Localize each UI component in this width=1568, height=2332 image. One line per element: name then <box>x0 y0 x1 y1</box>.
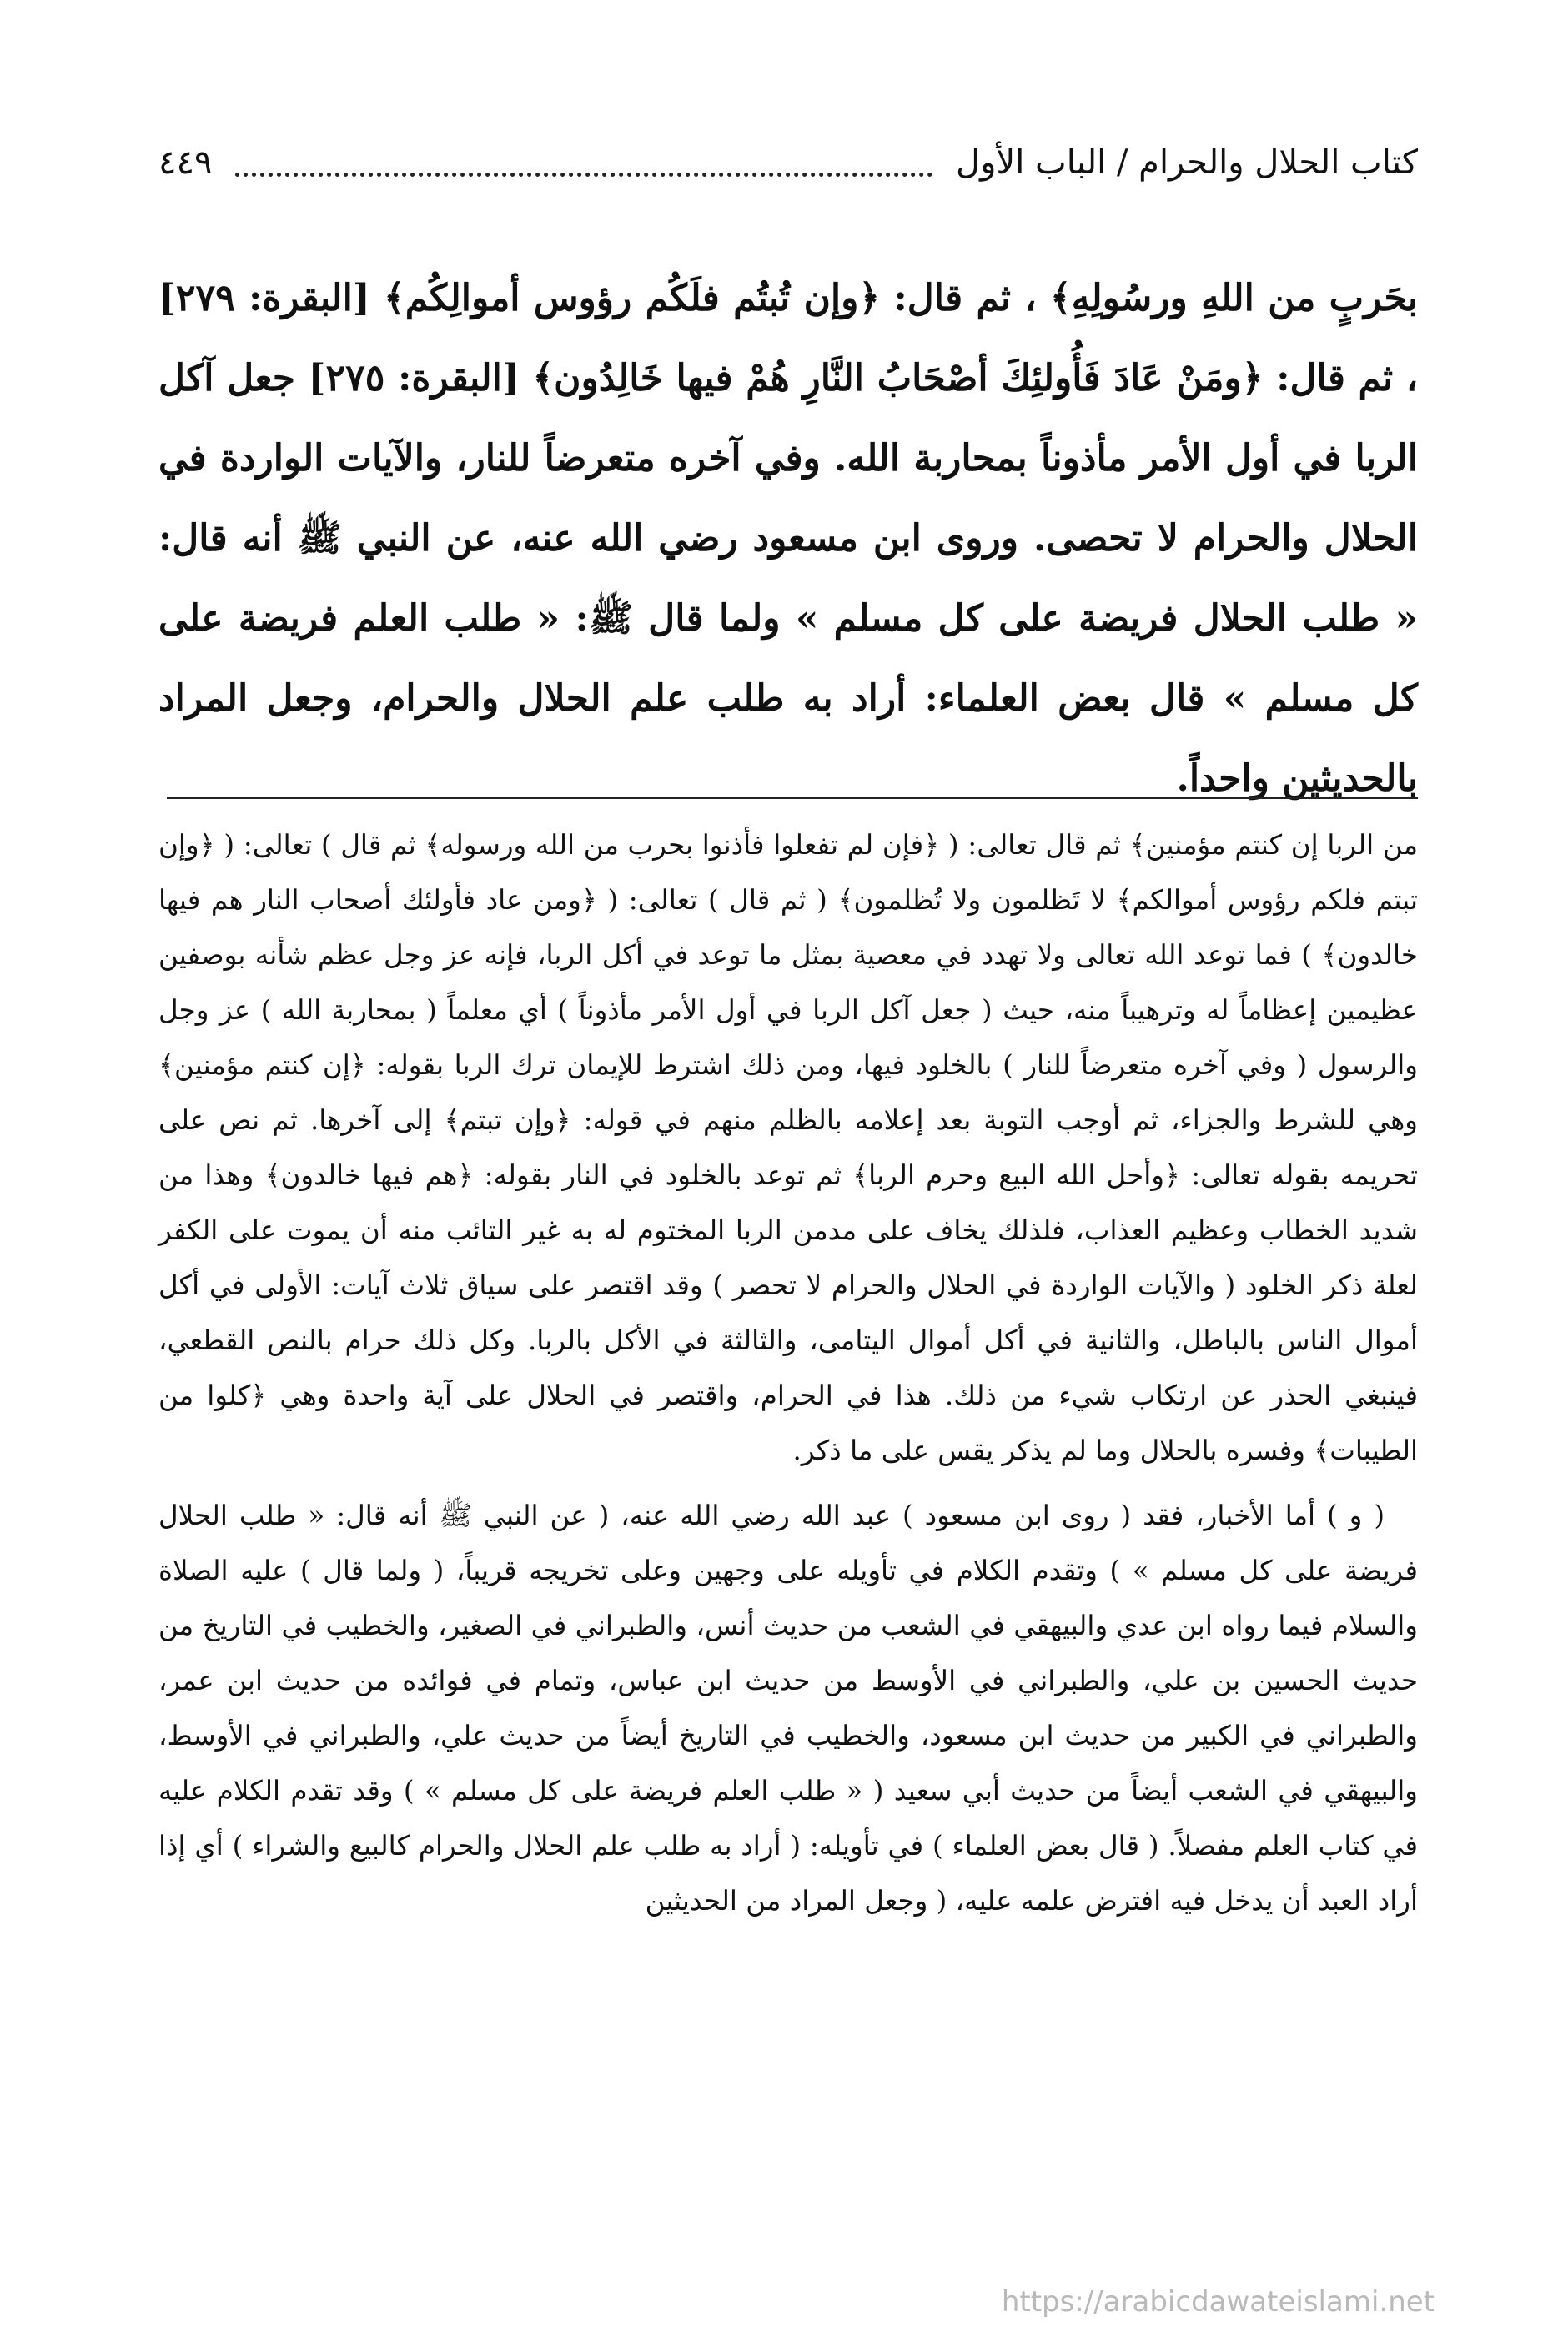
header-dotted-leader <box>235 173 932 177</box>
commentary-paragraph-1: من الربا إن كنتم مؤمنين﴾ ثم قال تعالى: ( ﴿فإن لم تفعلوا فأذنوا بحرب من الله ورسوله﴾ ثم قال ) تعالى: ( ﴿وإن تبتم فلكم رؤوس أموالكم﴾ لا تَظلمون ولا تُظلمون﴾ ( ثم قال ) تعالى: ( ﴿ومن عاد فأولئك أصحاب النار هم فيها خالدون﴾ ) فما توعد الله تعالى ولا تهدد في معصية بمثل ما توعد في أكل الربا، فإنه عز وجل عظم شأنه بوصفين عظيمين إعظاماً له وترهيباً منه، حيث ( جعل آكل الربا في أول الأمر مأذوناً ) أي معلماً ( بمحاربة الله ) عز وجل والرسول ( وفي آخره متعرضاً للنار ) بالخلود فيها، ومن ذلك اشترط للإيمان ترك الربا بقوله: ﴿إن كنتم مؤمنين﴾ وهي للشرط والجزاء، ثم أوجب التوبة بعد إعلامه بالظلم منهم في قوله: ﴿وإن تبتم﴾ إلى آخرها. ثم نص على تحريمه بقوله تعالى: ﴿وأحل الله البيع وحرم الربا﴾ ثم توعد بالخلود في النار بقوله: ﴿هم فيها خالدون﴾ وهذا من شديد الخطاب وعظيم العذاب، فلذلك يخاف على مدمن الربا المختوم له به غير التائب منه أن يموت على الكفر لعلة ذكر الخلود ( والآيات الواردة في الحلال والحرام لا تحصر ) وقد اقتصر على سياق ثلاث آيات: الأولى في أكل أموال الناس بالباطل، والثانية في أكل أموال اليتامى، والثالثة في الأكل بالربا. وكل ذلك حرام بالنص القطعي، فينبغي الحذر عن ارتكاب شيء من ذلك. هذا في الحرام، واقتصر في الحلال على آية واحدة وهي ﴿كلوا من الطيبات﴾ وفسره بالحلال وما لم يذكر يقس على ما ذكر. <box>158 829 1418 1466</box>
commentary-text <box>158 817 1418 1928</box>
running-header <box>158 125 1418 200</box>
running-header-title: كتاب الحلال والحرام / الباب الأول <box>956 143 1418 182</box>
main-text-paragraph: بحَربٍ من اللهِ ورسُولِهِ﴾ ، ثم قال: ﴿وإن تُبتُم فلَكُم رؤوس أموالِكُم﴾ [البقرة: ٢٧٩] ، ثم قال: ﴿ومَنْ عَادَ فَأُولئِكَ أصْحَابُ النَّارِ هُمْ فيها خَالِدُون﴾ [البقرة: ٢٧٥] جعل آكل الربا في أول الأمر مأذوناً بمحاربة الله. وفي آخره متعرضاً للنار، والآيات الواردة في الحلال والحرام لا تحصى. وروى ابن مسعود رضي الله عنه، عن النبي ﷺ أنه قال: « طلب الحلال فريضة على كل مسلم » ولما قال ﷺ: « طلب العلم فريضة على كل مسلم » قال بعض العلماء: أراد به طلب علم الحلال والحرام، وجعل المراد بالحديثين واحداً. <box>158 277 1419 800</box>
footnote-separator-line <box>167 797 1418 799</box>
watermark-url: https://arabicdawateislami.net <box>1001 2285 1435 2319</box>
commentary-paragraph-2: ( و ) أما الأخبار، فقد ( روى ابن مسعود ) عبد الله رضي الله عنه، ( عن النبي ﷺ أنه قال: « طلب الحلال فريضة على كل مسلم » ) وتقدم الكلام في تأويله على وجهين وعلى تخريجه قريباً، ( ولما قال ) عليه الصلاة والسلام فيما رواه ابن عدي والبيهقي في الشعب من حديث أنس، والطبراني في الصغير، والخطيب في التاريخ من حديث الحسين بن علي، والطبراني في الأوسط من حديث ابن عباس، وتمام في فوائده من حديث ابن عمر، والطبراني في الكبير من حديث ابن مسعود، والخطيب في التاريخ أيضاً من حديث علي، والطبراني في الأوسط، والبيهقي في الشعب أيضاً من حديث أبي سعيد ( « طلب العلم فريضة على كل مسلم » ) وقد تقدم الكلام عليه في كتاب العلم مفصلاً. ( قال بعض العلماء ) في تأويله: ( أراد به طلب علم الحلال والحرام كالبيع والشراء ) أي إذا أراد العبد أن يدخل فيه افترض علمه عليه، ( وجعل المراد من الحديثين <box>158 1500 1418 1917</box>
page-number: ٤٤٩ <box>158 143 213 182</box>
main-text <box>158 259 1418 819</box>
